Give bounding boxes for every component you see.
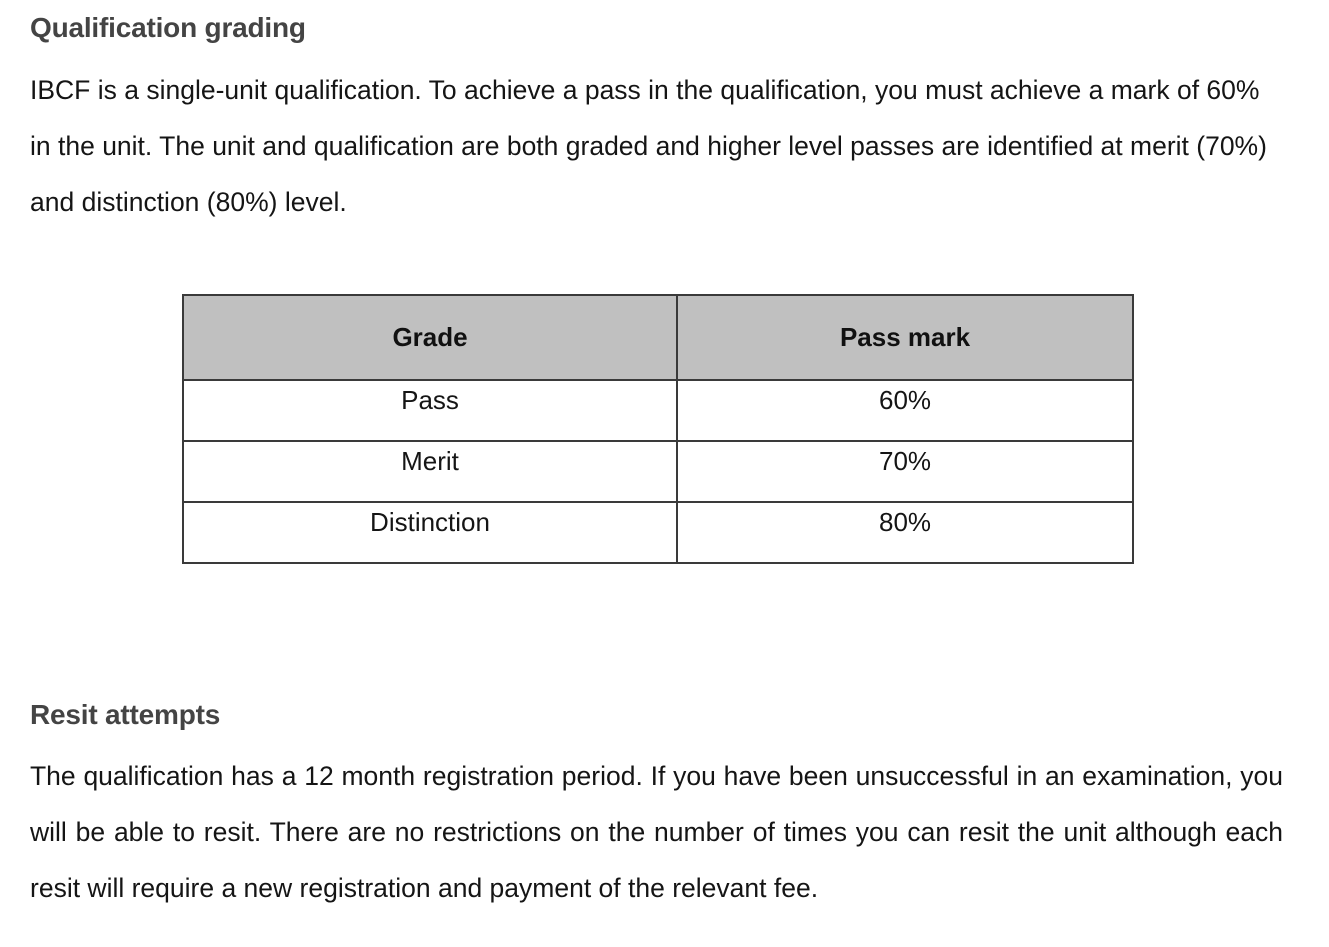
- resit-attempts-heading: Resit attempts: [30, 699, 221, 730]
- grade-cell: Pass: [183, 380, 677, 441]
- pass-mark-cell: 70%: [677, 441, 1133, 502]
- resit-attempts-paragraph: The qualification has a 12 month registration period. If you have been unsuccessful in an examination, you will be able to resit. There are no restrictions on the number of times you can resit the unit although each resit will require a new registration and payment of the relevant fee.: [30, 761, 1283, 903]
- table-row: [183, 441, 1133, 502]
- table-row: [183, 380, 1133, 441]
- qualification-grading-heading: Qualification grading: [30, 12, 306, 43]
- grade-table: [182, 294, 1134, 564]
- grade-cell: Merit: [183, 441, 677, 502]
- qualification-grading-paragraph: IBCF is a single-unit qualification. To achieve a pass in the qualification, you must achieve a mark of 60% in the unit. The unit and qualification are both graded and higher level passes are identified at merit (70%) and distinction (80%) level.: [30, 75, 1267, 217]
- pass-mark-cell: 80%: [677, 502, 1133, 563]
- pass-mark-column-header: Pass mark: [677, 295, 1133, 380]
- grade-cell: Distinction: [183, 502, 677, 563]
- table-row: [183, 502, 1133, 563]
- grade-table-header-row: [183, 295, 1133, 380]
- grade-column-header: Grade: [183, 295, 677, 380]
- pass-mark-cell: 60%: [677, 380, 1133, 441]
